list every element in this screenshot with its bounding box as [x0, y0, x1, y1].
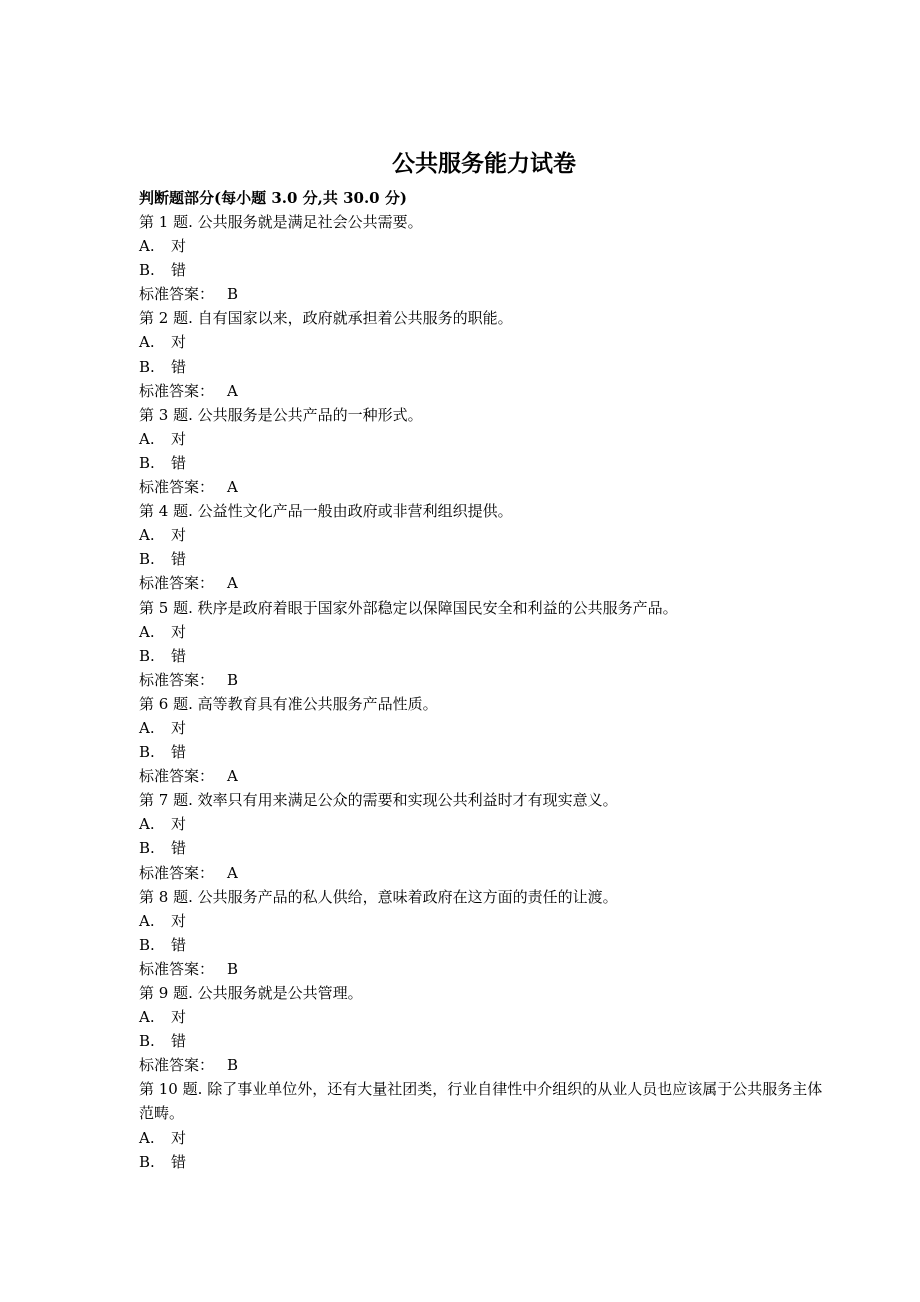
- option-a: [139, 330, 829, 354]
- answer-label: 标准答案：: [139, 670, 215, 689]
- option-letter: B.: [139, 550, 155, 569]
- option-text: 对: [171, 429, 187, 448]
- question-statement: 除了事业单位外，还有大量社团类，行业自律性中介组织的从业人员也应该属于公共服务主体范畴。: [139, 1080, 823, 1123]
- question-text: [139, 692, 829, 716]
- standard-answer: [139, 571, 829, 595]
- question-text: [139, 306, 829, 330]
- option-letter: A.: [139, 815, 155, 834]
- option-letter: B.: [139, 743, 155, 762]
- option-b: [139, 740, 829, 764]
- standard-answer: [139, 1053, 829, 1077]
- question-number: 第 2 题.: [139, 309, 193, 328]
- option-letter: A.: [139, 911, 155, 930]
- question-block: [139, 1077, 829, 1173]
- option-b: [139, 258, 829, 282]
- question-statement: 公共服务就是公共管理。: [197, 984, 363, 1002]
- question-text: [139, 1077, 829, 1125]
- option-text: 错: [171, 261, 187, 280]
- option-text: 对: [171, 815, 187, 834]
- option-letter: B.: [139, 935, 155, 954]
- question-block: [139, 885, 829, 981]
- option-text: 对: [171, 718, 187, 737]
- option-b: [139, 547, 829, 571]
- option-b: [139, 644, 829, 668]
- option-text: 对: [171, 911, 187, 930]
- option-a: [139, 427, 829, 451]
- standard-answer: [139, 475, 829, 499]
- answer-value: B: [227, 670, 239, 689]
- standard-answer: [139, 957, 829, 981]
- option-letter: A.: [139, 1128, 155, 1147]
- answer-value: A: [227, 574, 238, 593]
- option-letter: B.: [139, 839, 155, 858]
- question-text: [139, 981, 829, 1005]
- question-block: [139, 210, 829, 306]
- option-letter: A.: [139, 237, 155, 256]
- option-text: 对: [171, 333, 187, 352]
- answer-value: A: [227, 478, 238, 497]
- option-letter: A.: [139, 622, 155, 641]
- question-statement: 秩序是政府着眼于国家外部稳定以保障国民安全和利益的公共服务产品。: [197, 598, 678, 617]
- section-header: 判断题部分(每小题 3.0 分,共 30.0 分): [139, 189, 407, 207]
- question-list: [139, 210, 829, 1174]
- question-block: [139, 981, 829, 1077]
- option-text: 对: [171, 526, 187, 545]
- answer-label: 标准答案：: [139, 1056, 215, 1075]
- option-a: [139, 234, 829, 258]
- answer-value: A: [227, 381, 238, 400]
- option-text: 错: [171, 646, 187, 665]
- option-letter: B.: [139, 357, 155, 376]
- option-b: [139, 933, 829, 957]
- option-text: 错: [171, 1032, 187, 1051]
- answer-value: B: [227, 959, 239, 978]
- answer-label: 标准答案：: [139, 863, 215, 882]
- answer-label: 标准答案：: [139, 574, 215, 593]
- question-statement: 公共服务是公共产品的一种形式。: [197, 405, 423, 424]
- question-block: [139, 692, 829, 788]
- option-text: 对: [171, 1128, 187, 1147]
- option-a: [139, 909, 829, 933]
- option-text: 错: [171, 1152, 187, 1171]
- option-text: 错: [171, 357, 187, 376]
- question-statement: 公益性文化产品一般由政府或非营利组织提供。: [197, 502, 513, 521]
- option-text: 对: [171, 1008, 187, 1027]
- question-statement: 效率只有用来满足公众的需要和实现公共利益时才有现实意义。: [197, 791, 618, 810]
- question-text: [139, 596, 829, 620]
- option-a: [139, 1126, 829, 1150]
- question-statement: 高等教育具有准公共服务产品性质。: [197, 694, 438, 713]
- question-block: [139, 499, 829, 595]
- option-b: [139, 355, 829, 379]
- answer-value: B: [227, 285, 239, 304]
- document-page: [139, 148, 829, 1174]
- option-text: 错: [171, 935, 187, 954]
- option-letter: B.: [139, 1032, 155, 1051]
- option-letter: B.: [139, 1152, 155, 1171]
- option-text: 对: [171, 237, 187, 256]
- question-number: 第 1 题.: [139, 213, 193, 231]
- standard-answer: [139, 282, 829, 306]
- question-text: [139, 885, 829, 909]
- question-text: [139, 210, 829, 234]
- standard-answer: [139, 764, 829, 788]
- question-block: [139, 403, 829, 499]
- option-letter: A.: [139, 429, 155, 448]
- question-text: [139, 403, 829, 427]
- question-number: 第 3 题.: [139, 405, 193, 424]
- answer-label: 标准答案：: [139, 285, 215, 304]
- question-number: 第 9 题.: [139, 984, 193, 1002]
- question-block: [139, 596, 829, 692]
- option-b: [139, 451, 829, 475]
- option-b: [139, 836, 829, 860]
- answer-label: 标准答案：: [139, 767, 215, 786]
- option-text: 错: [171, 453, 187, 472]
- option-letter: A.: [139, 1008, 155, 1027]
- option-letter: A.: [139, 718, 155, 737]
- question-number: 第 5 题.: [139, 598, 193, 617]
- question-block: [139, 306, 829, 402]
- option-letter: A.: [139, 526, 155, 545]
- option-text: 错: [171, 839, 187, 858]
- answer-label: 标准答案：: [139, 381, 215, 400]
- option-text: 错: [171, 743, 187, 762]
- question-number: 第 7 题.: [139, 791, 193, 810]
- question-statement: 公共服务就是满足社会公共需要。: [197, 213, 423, 231]
- answer-label: 标准答案：: [139, 478, 215, 497]
- answer-label: 标准答案：: [139, 959, 215, 978]
- answer-value: A: [227, 863, 238, 882]
- answer-value: A: [227, 767, 238, 786]
- question-number: 第 10 题.: [139, 1080, 203, 1099]
- option-a: [139, 620, 829, 644]
- question-statement: 自有国家以来，政府就承担着公共服务的职能。: [197, 309, 513, 328]
- option-a: [139, 716, 829, 740]
- question-number: 第 4 题.: [139, 502, 193, 521]
- standard-answer: [139, 861, 829, 885]
- option-letter: A.: [139, 333, 155, 352]
- option-letter: B.: [139, 646, 155, 665]
- question-text: [139, 499, 829, 523]
- question-number: 第 8 题.: [139, 887, 193, 906]
- option-a: [139, 812, 829, 836]
- option-letter: B.: [139, 261, 155, 280]
- question-number: 第 6 题.: [139, 694, 193, 713]
- option-a: [139, 1005, 829, 1029]
- option-text: 错: [171, 550, 187, 569]
- option-b: [139, 1150, 829, 1174]
- question-statement: 公共服务产品的私人供给，意味着政府在这方面的责任的让渡。: [197, 887, 618, 906]
- document-title: 公共服务能力试卷: [392, 151, 576, 177]
- answer-value: B: [227, 1056, 239, 1075]
- option-letter: B.: [139, 453, 155, 472]
- question-text: [139, 788, 829, 812]
- option-text: 对: [171, 622, 187, 641]
- option-b: [139, 1029, 829, 1053]
- option-a: [139, 523, 829, 547]
- standard-answer: [139, 668, 829, 692]
- standard-answer: [139, 379, 829, 403]
- question-block: [139, 788, 829, 884]
